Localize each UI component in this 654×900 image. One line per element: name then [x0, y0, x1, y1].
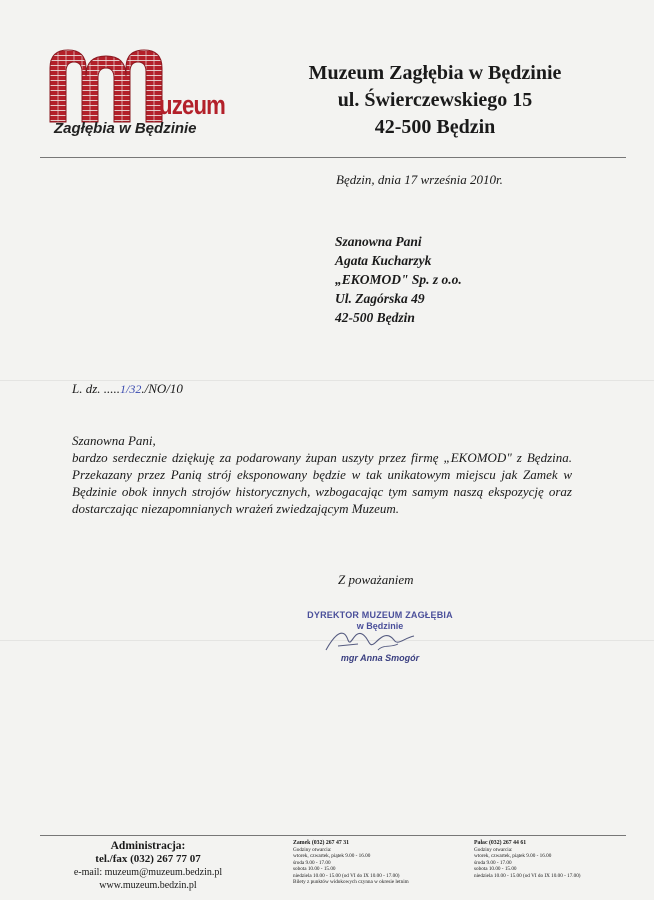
palac-line: niedziela 10.00 - 15.00 (od VI do IX 10.00 - 17.00): [474, 872, 581, 879]
recipient-line: „EKOMOD" Sp. z o.o.: [335, 272, 462, 287]
zamek-line: Godziny otwarcia:: [293, 846, 332, 853]
palac-line: Godziny otwarcia:: [474, 846, 513, 853]
palac-title: Pałac (032) 267 44 61: [474, 840, 527, 846]
stamp-title: DYREKTOR MUZEUM ZAGŁĘBIA: [307, 610, 453, 620]
palac-line: środa 9.00 - 17.00: [474, 859, 512, 866]
zamek-title: Zamek (032) 267 47 31: [293, 840, 350, 846]
letterhead-line: 42-500 Będzin: [374, 116, 496, 138]
salutation: Szanowna Pani,: [72, 433, 156, 448]
brick-m-icon: [46, 46, 166, 124]
reference-prefix: L. dz. .....: [72, 381, 121, 396]
admin-phone: tel./fax (032) 267 77 07: [95, 853, 201, 865]
recipient-address: [335, 232, 462, 327]
reference-handwritten-number: 1/32: [120, 382, 142, 396]
logo-wordmark: uzeum: [159, 90, 226, 120]
recipient-line: Agata Kucharzyk: [335, 253, 432, 268]
admin-email: e-mail: muzeum@muzeum.bedzin.pl: [73, 867, 223, 878]
zamek-line: wtorek, czwartek, piątek 9.00 - 16.00: [293, 853, 371, 859]
palac-line: wtorek, czwartek, piątek 9.00 - 16.00: [474, 853, 552, 859]
logo-subtitle: Zagłębia w Będzinie: [54, 120, 197, 137]
letterhead-address: [270, 60, 600, 141]
header-divider: [40, 157, 626, 158]
footer-divider: [40, 835, 626, 836]
palac-line: sobota 10.00 - 15.00: [474, 866, 517, 872]
letter-body: [72, 432, 572, 517]
recipient-line: Szanowna Pani: [335, 234, 422, 249]
footer-administration: [40, 840, 256, 892]
zamek-line: środa 9.00 - 17.00: [293, 859, 331, 866]
reference-number: [72, 381, 183, 397]
zamek-line: sobota 10.00 - 15.00: [293, 866, 336, 872]
stamp-name: mgr Anna Smogór: [340, 653, 420, 663]
admin-title: Administracja:: [110, 840, 186, 852]
letterhead-line: Muzeum Zagłębia w Będzinie: [308, 62, 562, 84]
recipient-line: Ul. Zagórska 49: [335, 291, 425, 306]
admin-website: www.muzeum.bedzin.pl: [99, 880, 197, 891]
body-paragraph: bardzo serdecznie dziękuję za podarowany żupan uszyty przez firmę „EKOMOD" z Będzina. Przekazany przez Panią strój eksponowany będzie w tak unikatowym miejscu jak Zamek w Będzinie obok innych strojów historycznych, wzbogacając tym samym naszą ekspozycję oraz dostarczając niezapomnianych wrażeń zwiedzającym Muzeum.: [72, 450, 572, 516]
stamp-location: w Będzinie: [356, 621, 404, 631]
footer-zamek-hours: [293, 840, 453, 886]
letterhead-line: ul. Świerczewskiego 15: [337, 89, 533, 111]
recipient-line: 42-500 Będzin: [335, 310, 415, 325]
closing: Z poważaniem: [338, 572, 414, 587]
zamek-line: niedziela 10.00 - 15.00 (od VI do IX 10.00 - 17.00): [293, 872, 400, 879]
footer-palac-hours: [474, 840, 634, 879]
letter-date: Będzin, dnia 17 września 2010r.: [336, 172, 503, 187]
handwritten-signature: [318, 620, 428, 660]
zamek-line: Bilety z punktów widokowych czynna w okresie letnim: [293, 879, 409, 885]
reference-suffix: ./NO/10: [141, 381, 183, 396]
museum-logo: [46, 46, 250, 146]
